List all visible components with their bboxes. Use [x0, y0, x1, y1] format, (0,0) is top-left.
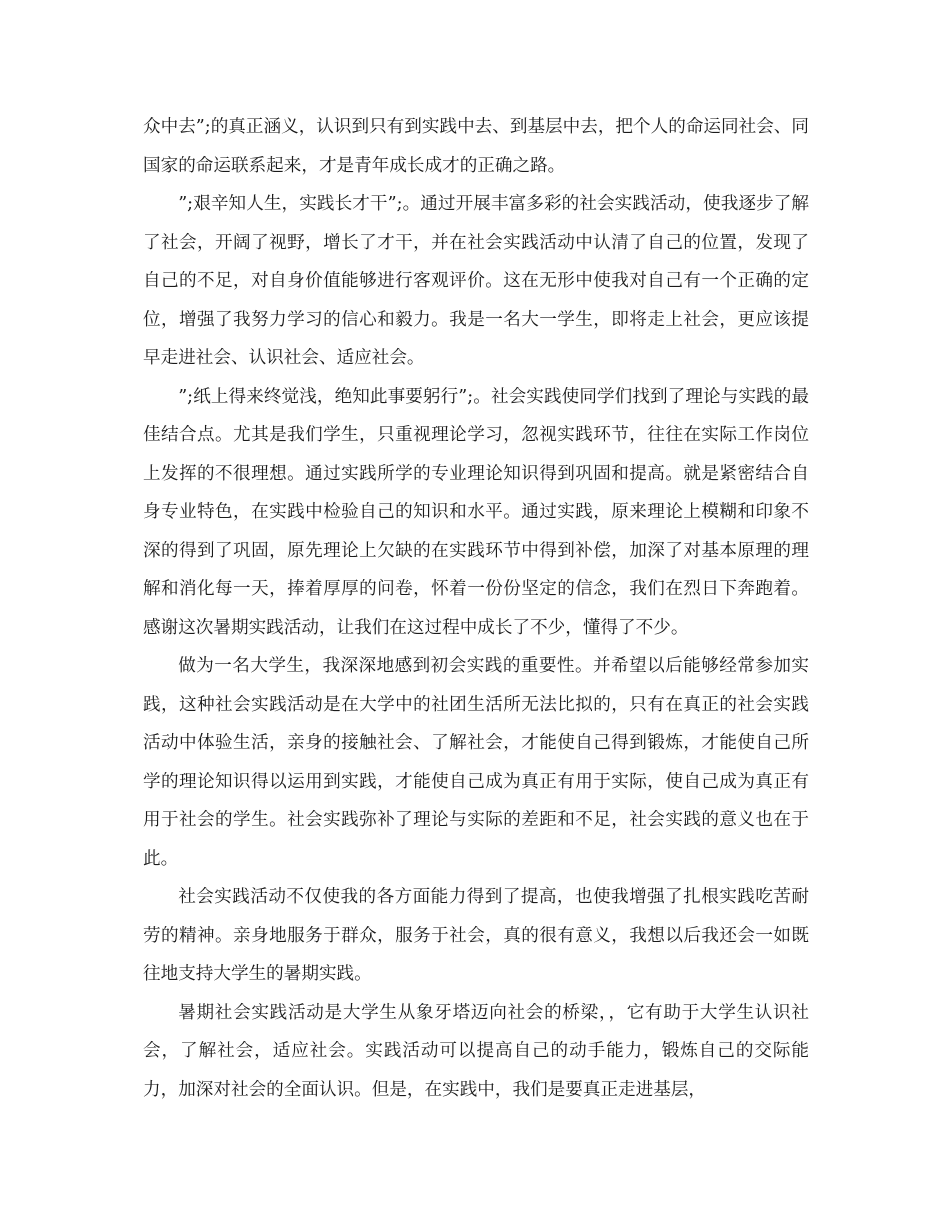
paragraph-1: 众中去”;的真正涵义，认识到只有到实践中去、到基层中去，把个人的命运同社会、同国家的命运联系起来，才是青年成长成才的正确之路。	[143, 117, 809, 176]
paragraph-3: ”;纸上得来终觉浅，绝知此事要躬行”;。社会实践使同学们找到了理论与实践的最佳结合点。尤其是我们学生，只重视理论学习，忽视实践环节，往往在实际工作岗位上发挥的不很理想。通过实践所学的专业理论知识得到巩固和提高。就是紧密结合自身专业特色，在实践中检验自己的知识和水平。通过实践，原来理论上模糊和印象不深的得到了巩固，原先理论上欠缺的在实践环节中得到补偿，加深了对基本原理的理解和消化每一天，捧着厚厚的问卷，怀着一份份坚定的信念，我们在烈日下奔跑着。感谢这次暑期实践活动，让我们在这过程中成长了不少，懂得了不少。	[143, 386, 809, 638]
paragraph-4: 做为一名大学生，我深深地感到初会实践的重要性。并希望以后能够经常参加实践，这种社会实践活动是在大学中的社团生活所无法比拟的，只有在真正的社会实践活动中体验生活，亲身的接触社会、了解社会，才能使自己得到锻炼，才能使自己所学的理论知识得以运用到实践，才能使自己成为真正有用于实际，使自己成为真正有用于社会的学生。社会实践弥补了理论与实际的差距和不足，社会实践的意义也在于此。	[143, 656, 809, 869]
paragraph-5: 社会实践活动不仅使我的各方面能力得到了提高，也使我增强了扎根实践吃苦耐劳的精神。亲身地服务于群众，服务于社会，真的很有意义，我想以后我还会一如既往地支持大学生的暑期实践。	[143, 887, 809, 984]
paragraph-6: 暑期社会实践活动是大学生从象牙塔迈向社会的桥梁，，它有助于大学生认识社会，了解社会，适应社会。实践活动可以提高自己的动手能力，锻炼自己的交际能力，加深对社会的全面认识。但是，在实践中，我们是要真正走进基层，	[143, 1002, 809, 1100]
paragraph-2: ”;艰辛知人生，实践长才干”;。通过开展丰富多彩的社会实践活动，使我逐步了解了社会，开阔了视野，增长了才干，并在社会实践活动中认清了自己的位置，发现了自己的不足，对自身价值能够进行客观评价。这在无形中使我对自己有一个正确的定位，增强了我努力学习的信心和毅力。我是一名大一学生，即将走上社会，更应该提早走进社会、认识社会、适应社会。	[143, 194, 809, 368]
document-body	[143, 108, 809, 1109]
